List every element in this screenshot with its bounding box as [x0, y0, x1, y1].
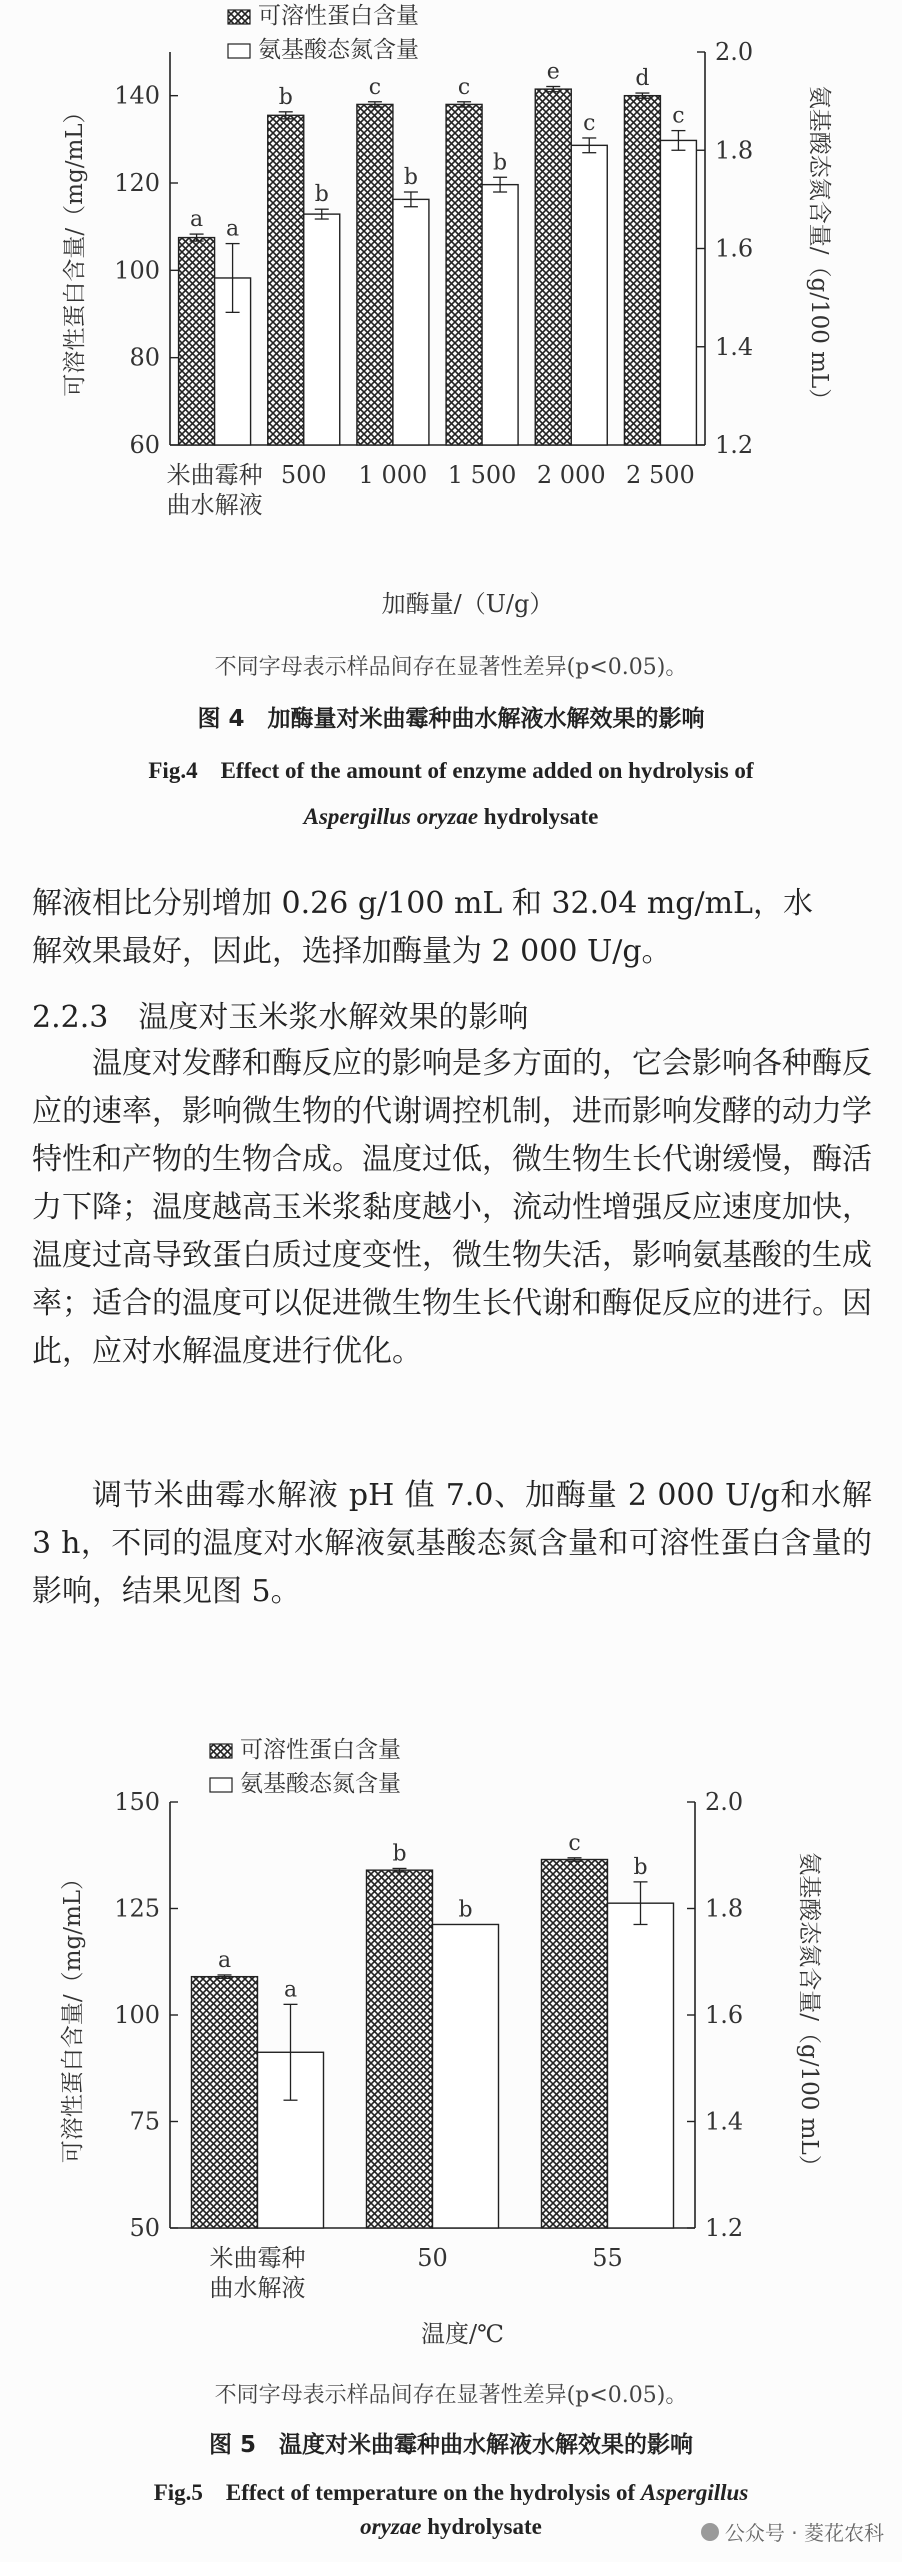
legend-swatch-nitrogen: [228, 44, 250, 58]
right-tick-label: 1.4: [715, 332, 754, 361]
wechat-icon: [701, 2523, 719, 2541]
paragraph-text: 调节米曲霉水解液 pH 值 7.0、加酶量 2 000 U/g和水解 3 h，不同的温度对水解液氨基酸态氮含量和可溶性蛋白含量的影响，结果见图 5。: [32, 1478, 872, 1609]
figure-4-caption-en: [0, 752, 902, 785]
section-heading: 2.2.3 温度对玉米浆水解效果的影响: [32, 1000, 529, 1035]
y-axis-title-right: 氨基酸态氮含量/（g/100 mL）: [796, 1852, 822, 2178]
caption-species: Aspergillus: [640, 2480, 749, 2505]
left-tick-label: 140: [114, 81, 160, 110]
nitrogen-bar: [660, 140, 696, 445]
significance-letter: c: [368, 74, 382, 100]
significance-letter: c: [457, 74, 471, 100]
right-tick-label: 1.8: [715, 136, 754, 165]
significance-letter: a: [190, 207, 204, 233]
protein-bar: [179, 238, 215, 445]
right-tick-label: 1.2: [715, 431, 754, 459]
left-tick-label: 125: [114, 1894, 160, 1923]
figure-4-caption-en-line2: [0, 804, 902, 830]
x-tick-label: 米曲霉种: [166, 461, 263, 489]
x-tick-label: 1 000: [358, 461, 428, 489]
caption-text: Fig.4 Effect of the amount of enzyme added on hydrolysis of: [148, 758, 754, 783]
legend-label-protein: 可溶性蛋白含量: [240, 1737, 401, 1763]
left-tick-label: 150: [114, 1788, 160, 1816]
legend-swatch-protein: [210, 1744, 232, 1758]
paragraph-line: 解液相比分别增加 0.26 g/100 mL 和 32.04 mg/mL，水: [32, 886, 813, 921]
protein-bar: [357, 104, 393, 445]
significance-letter: d: [635, 66, 650, 92]
caption-text: hydrolysate: [427, 2514, 542, 2539]
left-tick-label: 100: [114, 256, 160, 285]
x-tick-label: 1 500: [447, 461, 517, 489]
protein-bar: [268, 115, 304, 445]
significance-letter: a: [226, 216, 240, 242]
paragraph-2: [32, 1040, 872, 1376]
protein-bar: [367, 1870, 433, 2228]
nitrogen-bar: [571, 145, 607, 445]
significance-letter: b: [403, 165, 418, 191]
x-tick-label: 曲水解液: [166, 491, 263, 519]
significance-letter: e: [546, 59, 560, 85]
legend-swatch-protein: [228, 10, 250, 24]
x-tick-label: 曲水解液: [209, 2274, 306, 2302]
figure-5-caption-cn: 图 5 温度对米曲霉种曲水解液水解效果的影响: [208, 2432, 693, 2458]
y-axis-title-left: 可溶性蛋白含量/（mg/mL）: [62, 100, 88, 397]
nitrogen-bar: [608, 1903, 674, 2228]
paragraph-1: [32, 880, 872, 976]
nitrogen-bar: [433, 1924, 499, 2228]
figure-4-significance-note: 不同字母表示样品间存在显著性差异(p<0.05)。: [214, 655, 688, 680]
nitrogen-bar: [482, 185, 518, 445]
significance-letter: a: [283, 1977, 298, 2003]
x-tick-label: 50: [417, 2244, 448, 2272]
legend-label-nitrogen: 氨基酸态氮含量: [258, 37, 419, 63]
significance-letter: b: [493, 150, 508, 176]
y-axis-title-right: 氨基酸态氮含量/（g/100 mL）: [806, 85, 832, 412]
significance-letter: b: [458, 1897, 473, 1923]
left-tick-label: 50: [129, 2214, 160, 2242]
significance-letter: b: [633, 1854, 648, 1880]
paragraph-line: 解效果最好，因此，选择加酶量为 2 000 U/g。: [32, 934, 672, 969]
right-tick-label: 1.2: [705, 2214, 744, 2242]
left-tick-label: 60: [129, 431, 160, 459]
left-tick-label: 75: [129, 2107, 160, 2136]
right-tick-label: 1.4: [705, 2107, 744, 2136]
right-tick-label: 1.6: [705, 2001, 744, 2029]
significance-letter: c: [568, 1830, 581, 1856]
significance-letter: c: [672, 103, 685, 129]
left-tick-label: 100: [114, 2001, 160, 2029]
right-tick-label: 2.0: [705, 1788, 744, 1816]
legend-label-protein: 可溶性蛋白含量: [258, 3, 419, 29]
protein-bar: [542, 1860, 608, 2228]
significance-letter: a: [217, 1947, 232, 1973]
figure-5-caption-en: [0, 2474, 902, 2507]
significance-letter: b: [392, 1841, 407, 1867]
figure-4-chart: [0, 0, 902, 630]
right-tick-label: 1.8: [705, 1894, 744, 1923]
protein-bar: [535, 89, 571, 445]
figure-5-significance-note: 不同字母表示样品间存在显著性差异(p<0.05)。: [214, 2383, 688, 2408]
significance-letter: c: [583, 110, 596, 136]
caption-text: hydrolysate: [483, 804, 599, 829]
figure-5-chart: [0, 1720, 902, 2360]
watermark: [701, 2517, 884, 2546]
figure-4-caption-cn: 图 4 加酶量对米曲霉种曲水解液水解效果的影响: [197, 706, 705, 732]
nitrogen-bar: [304, 214, 340, 445]
legend-label-nitrogen: 氨基酸态氮含量: [240, 1771, 401, 1797]
x-tick-label: 55: [592, 2244, 623, 2272]
right-tick-label: 1.6: [715, 234, 754, 263]
left-tick-label: 120: [114, 169, 160, 197]
protein-bar: [192, 1977, 258, 2228]
protein-bar: [624, 96, 660, 445]
left-tick-label: 80: [129, 343, 160, 372]
x-tick-label: 500: [280, 461, 327, 489]
significance-letter: b: [278, 84, 293, 110]
caption-species: oryzae: [360, 2514, 422, 2539]
x-axis-title: 加酶量/（U/g）: [381, 590, 554, 618]
x-tick-label: 2 500: [626, 461, 695, 489]
paragraph-text: 温度对发酵和酶反应的影响是多方面的，它会影响各种酶反应的速率，影响微生物的代谢调控机制，进而影响发酵的动力学特性和产物的生物合成。温度过低，微生物生长代谢缓慢，酶活力下降；温度越高玉米浆黏度越小，流动性增强反应速度加快，温度过高导致蛋白质过度变性，微生物失活，影响氨基酸的生成率；适合的温度可以促进微生物生长代谢和酶促反应的进行。因此，应对水解温度进行优化。: [32, 1046, 872, 1369]
protein-bar: [446, 104, 482, 445]
y-axis-title-left: 可溶性蛋白含量/（mg/mL）: [60, 1866, 86, 2164]
caption-text: Fig.5 Effect of temperature on the hydrolysis of: [153, 2480, 636, 2505]
nitrogen-bar: [393, 199, 429, 445]
x-tick-label: 米曲霉种: [209, 2244, 306, 2272]
x-axis-title: 温度/℃: [421, 2320, 504, 2348]
legend-swatch-nitrogen: [210, 1778, 232, 1792]
right-tick-label: 2.0: [715, 38, 754, 66]
watermark-text: 公众号 · 菱花农科: [724, 2521, 884, 2545]
x-tick-label: 2 000: [536, 461, 606, 489]
paragraph-3: [32, 1472, 872, 1616]
significance-letter: b: [314, 182, 329, 208]
caption-species: Aspergillus oryzae: [303, 804, 479, 829]
